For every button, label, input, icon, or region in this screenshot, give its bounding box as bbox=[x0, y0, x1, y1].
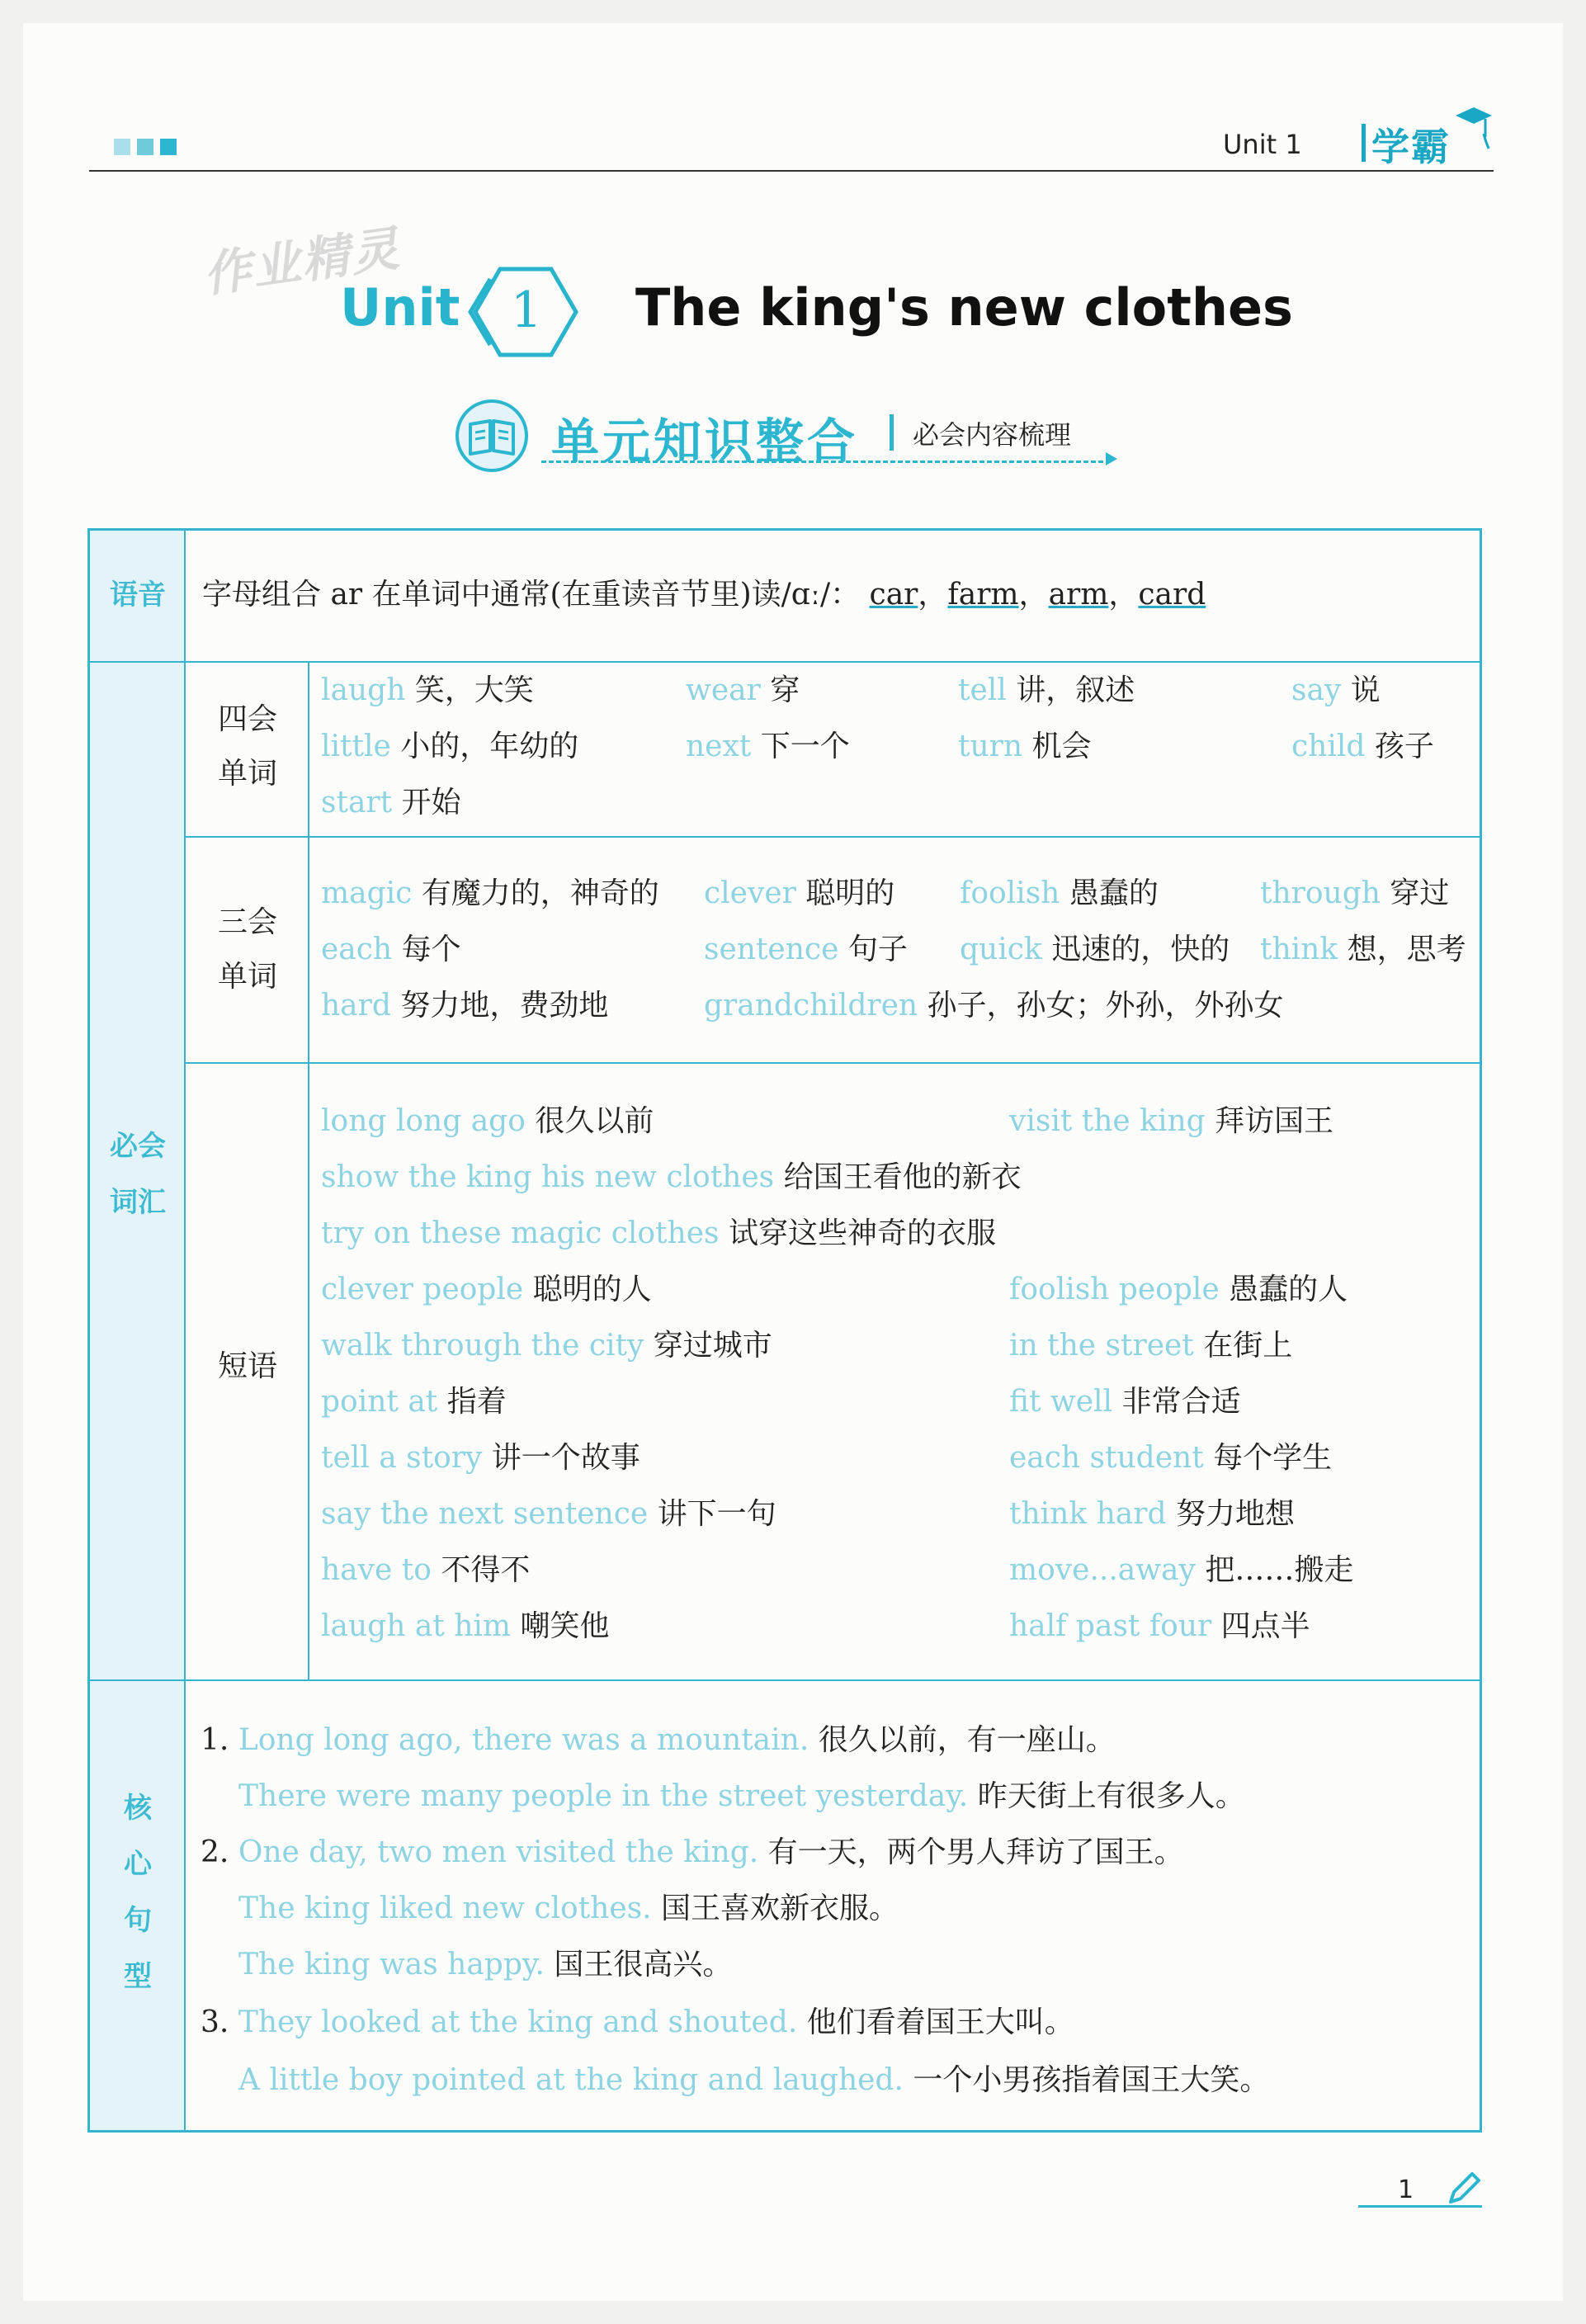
phrase-item: say the next sentence 讲下一句 bbox=[321, 1497, 776, 1531]
four-skill-label-a: 四会 bbox=[217, 702, 277, 736]
phonics-word: car， bbox=[869, 578, 948, 612]
column-divider bbox=[308, 661, 309, 1679]
header-rule bbox=[89, 170, 1494, 172]
vocab-item: clever 聪明的 bbox=[704, 876, 895, 910]
vocab-item: through 穿过 bbox=[1260, 876, 1450, 910]
phonics-text: 字母组合 ar 在单词中通常(在重读音节里)读 bbox=[202, 578, 781, 612]
section-subtitle: 必会内容梳理 bbox=[913, 419, 1072, 451]
phonics-ipa: /ɑː/： bbox=[781, 578, 861, 612]
vocab-item: think 想，思考 bbox=[1260, 933, 1466, 966]
sentence-label-char: 型 bbox=[124, 1960, 152, 1993]
unit-number: 1 bbox=[510, 281, 543, 339]
phonics-word: arm， bbox=[1048, 578, 1139, 612]
unit-number-badge bbox=[467, 262, 583, 361]
phrase-item: long long ago 很久以前 bbox=[321, 1104, 654, 1138]
header-divider bbox=[1362, 124, 1366, 162]
watermark: 作业精灵 bbox=[200, 220, 404, 304]
phrase-item: try on these magic clothes 试穿这些神奇的衣服 bbox=[321, 1216, 996, 1250]
vocab-item: say 说 bbox=[1291, 673, 1381, 707]
phrase-item: have to 不得不 bbox=[321, 1553, 531, 1587]
vocab-item: tell 讲，叙述 bbox=[958, 673, 1135, 707]
vocab-item: turn 机会 bbox=[958, 730, 1092, 763]
row-divider bbox=[186, 1062, 1480, 1064]
vocab-item: foolish 愚蠢的 bbox=[960, 876, 1159, 910]
phrase-item: clever people 聪明的人 bbox=[321, 1273, 652, 1306]
phrase-item: tell a story 讲一个故事 bbox=[321, 1441, 640, 1475]
phrase-item: visit the king 拜访国王 bbox=[1009, 1104, 1334, 1138]
sentence-label-char: 句 bbox=[124, 1904, 152, 1937]
phrase-item: point at 指着 bbox=[321, 1385, 507, 1419]
vocab-item: little 小的，年幼的 bbox=[321, 730, 579, 763]
pencil-icon bbox=[1444, 2170, 1482, 2208]
phrase-item: walk through the city 穿过城市 bbox=[321, 1329, 772, 1363]
phrase-item: foolish people 愚蠢的人 bbox=[1009, 1273, 1348, 1306]
vocab-item: grandchildren 孙子，孙女；外孙，外孙女 bbox=[704, 989, 1284, 1023]
phrase-label: 短语 bbox=[217, 1349, 277, 1383]
phrase-item: laugh at him 嘲笑他 bbox=[321, 1609, 610, 1643]
phonics-row bbox=[202, 577, 1206, 613]
vocab-item: next 下一个 bbox=[686, 730, 850, 763]
brand-logo: 学霸 bbox=[1371, 125, 1451, 169]
sentence-item: The king liked new clothes. 国王喜欢新衣服。 bbox=[238, 1892, 899, 1925]
phonics-label: 语音 bbox=[110, 579, 166, 612]
three-skill-label-a: 三会 bbox=[217, 905, 277, 939]
section-divider bbox=[890, 414, 894, 451]
sentence-label-char: 心 bbox=[124, 1848, 152, 1881]
phrase-item: each student 每个学生 bbox=[1009, 1441, 1333, 1475]
vocab-item: hard 努力地，费劲地 bbox=[321, 989, 609, 1023]
sentence-label-char: 核 bbox=[124, 1792, 152, 1825]
vocab-label-b: 词汇 bbox=[110, 1186, 166, 1219]
vocab-item: child 孩子 bbox=[1291, 730, 1434, 763]
phrase-item: show the king his new clothes 给国王看他的新衣 bbox=[321, 1160, 1022, 1194]
vocab-item: laugh 笑，大笑 bbox=[321, 673, 534, 707]
vocab-item: sentence 句子 bbox=[704, 933, 908, 966]
phonics-word: farm， bbox=[947, 578, 1049, 612]
vocab-label-a: 必会 bbox=[110, 1130, 166, 1163]
vocab-item: wear 穿 bbox=[686, 673, 800, 707]
arrow-right-icon bbox=[1106, 452, 1117, 465]
row-divider bbox=[90, 661, 1480, 663]
vocab-item: quick 迅速的，快的 bbox=[960, 933, 1230, 966]
sentence-item: The king was happy. 国王很高兴。 bbox=[238, 1948, 733, 1982]
header-unit-label: Unit 1 bbox=[1223, 129, 1302, 160]
vocab-item: start 开始 bbox=[321, 786, 461, 820]
phrase-item: move...away 把……搬走 bbox=[1009, 1553, 1354, 1587]
three-skill-label-b: 单词 bbox=[217, 960, 277, 994]
sentence-item: A little boy pointed at the king and laughed. 一个小男孩指着国王大笑。 bbox=[238, 2063, 1270, 2097]
sentence-item: 2. One day, two men visited the king. 有一天，两个男人拜访了国王。 bbox=[201, 1835, 1184, 1869]
four-skill-label-b: 单词 bbox=[217, 757, 277, 791]
vocab-item: each 每个 bbox=[321, 933, 461, 966]
header-squares-decoration bbox=[114, 139, 177, 155]
page-number: 1 bbox=[1398, 2175, 1414, 2204]
page-title: The king's new clothes bbox=[635, 277, 1293, 338]
phrase-item: think hard 努力地想 bbox=[1009, 1497, 1295, 1531]
phrase-item: fit well 非常合适 bbox=[1009, 1385, 1241, 1419]
book-icon bbox=[452, 396, 531, 475]
phonics-word: card bbox=[1138, 578, 1206, 612]
sentence-item: There were many people in the street yesterday. 昨天街上有很多人。 bbox=[238, 1779, 1245, 1813]
row-divider bbox=[186, 836, 1480, 838]
graduation-cap-icon bbox=[1452, 104, 1494, 154]
row-divider bbox=[90, 1679, 1480, 1681]
phrase-item: half past four 四点半 bbox=[1009, 1609, 1310, 1643]
section-dashed-rule bbox=[541, 461, 1111, 463]
sentence-item: 1. Long long ago, there was a mountain. 很久以前，有一座山。 bbox=[201, 1723, 1116, 1757]
sentence-item: 3. They looked at the king and shouted. 他们看着国王大叫。 bbox=[201, 2005, 1074, 2039]
vocab-item: magic 有魔力的，神奇的 bbox=[321, 876, 659, 910]
unit-word: Unit bbox=[340, 277, 460, 338]
phrase-item: in the street 在街上 bbox=[1009, 1329, 1293, 1363]
knowledge-table bbox=[87, 528, 1482, 2133]
section-title: 单元知识整合 bbox=[551, 413, 859, 470]
